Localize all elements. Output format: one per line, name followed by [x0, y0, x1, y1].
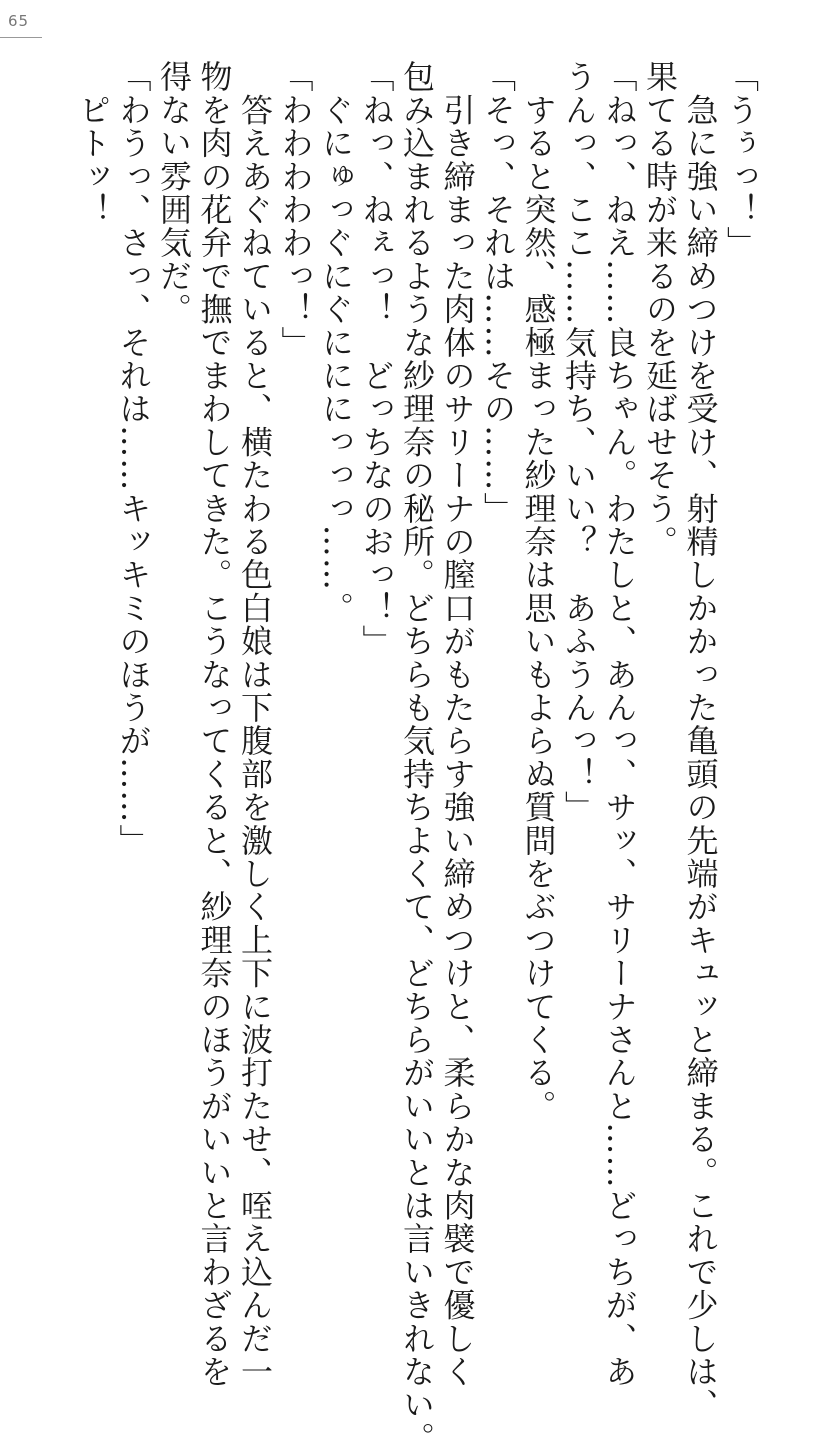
page-number-rule [0, 37, 42, 38]
text-line: 得ない雰囲気だ。 [155, 60, 193, 326]
text-line: 包み込まれるような紗理奈の秘所。どちらも気持ちよくて、どちらがいいとは言いきれない。 [398, 60, 436, 1454]
text-line: 「わわわわわっ！」 [276, 60, 315, 359]
text-line: ピトッ！ [74, 60, 112, 226]
text-line: 急に強い締めつけを受け、射精しかかった亀頭の先端がキュッと締まる。これで少しは、 [681, 60, 720, 1422]
text-line: ぐにゅっぐにぐにににっっっ……。 [317, 60, 355, 625]
text-line: 「そっ、それは……その……」 [479, 60, 517, 525]
text-line: 「ねっ、ねえ……良ちゃん。わたしと、あんっ、サッ、サリーナさんと……どっちが、あ [600, 60, 639, 1388]
text-line: 「ねっ、ねぇっ！ どっちなのおっ！」 [357, 60, 396, 658]
text-line: 果てる時が来るのを延ばせそう。 [641, 60, 679, 558]
page-number: 65 [8, 12, 30, 30]
text-line: 引き締まった肉体のサリーナの膣口がもたらす強い締めつけと、柔らかな肉襞で優しく [438, 60, 477, 1388]
text-line: 「うぅっ！」 [722, 60, 760, 260]
text-line: 「わうっ、さっ、それは……キッキミのほうが……」 [114, 60, 153, 857]
text-line: うんっ、ここ……気持ち、いい？ あふうんっ！」 [560, 60, 598, 824]
text-line: 答えあぐねていると、横たわる色白娘は下腹部を激しく上下に波打たせ、咥え込んだ一 [236, 60, 274, 1388]
text-line: すると突然、感極まった紗理奈は思いもよらぬ質問をぶつけてくる。 [519, 60, 558, 1123]
text-line: 物を肉の花弁で撫でまわしてきた。こうなってくると、紗理奈のほうがいいと言わざるを [195, 60, 234, 1388]
novel-text-body [73, 60, 762, 1454]
